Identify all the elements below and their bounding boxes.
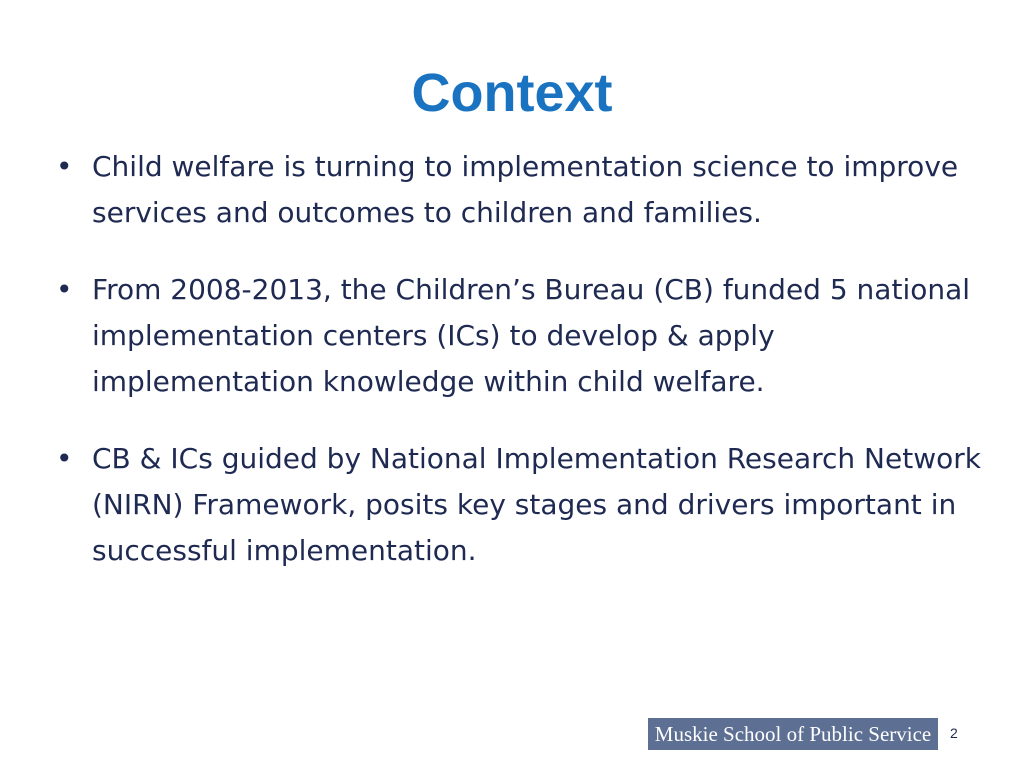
bullet-text: Child welfare is turning to implementation science to improve services and outcomes to children and families.: [92, 150, 959, 229]
bullet-list: [52, 144, 992, 605]
bullet-marker: •: [56, 273, 73, 306]
bullet-item-3: [52, 436, 992, 574]
bullet-text: From 2008-2013, the Children’s Bureau (CB) funded 5 national implementation centers (ICs) to develop & apply implementation knowledge within child welfare.: [92, 273, 971, 398]
bullet-marker: •: [56, 150, 73, 183]
bullet-text: CB & ICs guided by National Implementation Research Network (NIRN) Framework, posits key stages and drivers important in successful implementation.: [92, 442, 981, 567]
bullet-item-1: [52, 144, 992, 236]
slide-title: Context: [411, 63, 613, 123]
bullet-marker: •: [56, 442, 73, 475]
muskie-school-logo: Muskie School of Public Service: [648, 718, 938, 750]
page-number: 2: [950, 725, 958, 741]
bullet-item-2: [52, 267, 992, 405]
